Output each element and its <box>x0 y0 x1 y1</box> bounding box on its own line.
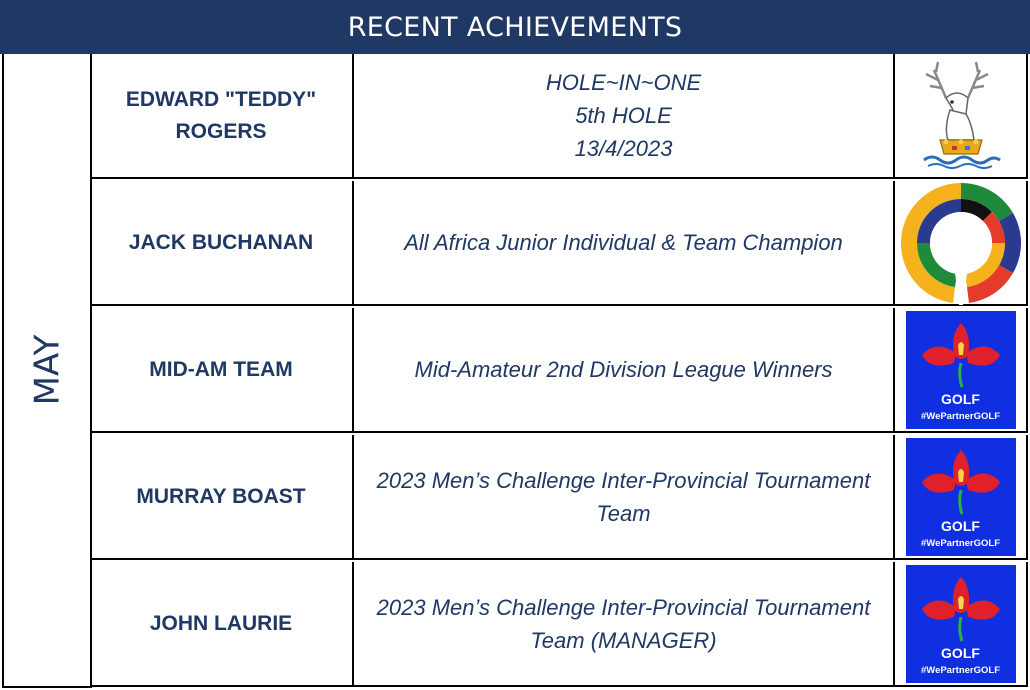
club-logo <box>895 308 1028 433</box>
page-title: RECENT ACHIEVEMENTS <box>347 11 683 43</box>
achievements-table <box>0 54 1030 690</box>
wp-golf-icon <box>906 438 1016 556</box>
achievement-text <box>354 435 895 560</box>
golf-logo-tag: #WePartnerGOLF <box>920 537 1000 549</box>
table-row <box>90 308 1028 435</box>
achievement-text <box>354 562 895 687</box>
table-row <box>90 435 1028 562</box>
golf-logo-text: GOLF <box>941 644 980 661</box>
all-africa-rings-icon <box>899 181 1023 305</box>
achievement-line: 2023 Men’s Challenge Inter-Provincial Tournament <box>376 594 871 620</box>
achievement-text <box>354 308 895 433</box>
month-cell <box>2 54 92 688</box>
achievement-line: Team (MANAGER) <box>530 627 717 653</box>
stag-crest-icon <box>916 58 1006 173</box>
achievement-line: Team <box>596 500 651 526</box>
table-row <box>90 181 1028 308</box>
member-name: JOHN LAURIE <box>90 562 354 687</box>
achievement-line: All Africa Junior Individual & Team Champion <box>404 230 843 255</box>
achievement-line: 13/4/2023 <box>574 136 673 161</box>
achievement-line: 2023 Men’s Challenge Inter-Provincial Tournament <box>376 467 871 493</box>
member-name: MID-AM TEAM <box>90 308 354 433</box>
achievement-text <box>354 54 895 179</box>
club-logo <box>895 435 1028 560</box>
club-logo <box>895 181 1028 306</box>
member-name-line: ROGERS <box>175 119 267 143</box>
achievement-text <box>354 181 895 306</box>
club-logo <box>895 54 1028 179</box>
member-name: JACK BUCHANAN <box>90 181 354 306</box>
table-row <box>90 54 1028 181</box>
wp-golf-icon <box>906 565 1016 683</box>
wp-golf-icon <box>906 311 1016 429</box>
achievement-line: HOLE~IN~ONE <box>545 70 702 95</box>
golf-logo-text: GOLF <box>941 390 980 407</box>
member-name <box>90 54 354 179</box>
month-label: MAY <box>26 334 67 406</box>
achievement-line: Mid-Amateur 2nd Division League Winners <box>414 357 833 382</box>
golf-logo-text: GOLF <box>941 517 980 534</box>
page-header <box>0 0 1030 54</box>
member-name-line: EDWARD "TEDDY" <box>125 87 317 111</box>
table-row <box>90 562 1028 689</box>
member-name: MURRAY BOAST <box>90 435 354 560</box>
golf-logo-tag: #WePartnerGOLF <box>920 664 1000 676</box>
golf-logo-tag: #WePartnerGOLF <box>920 410 1000 422</box>
achievement-line: 5th HOLE <box>575 103 672 128</box>
club-logo <box>895 562 1028 687</box>
